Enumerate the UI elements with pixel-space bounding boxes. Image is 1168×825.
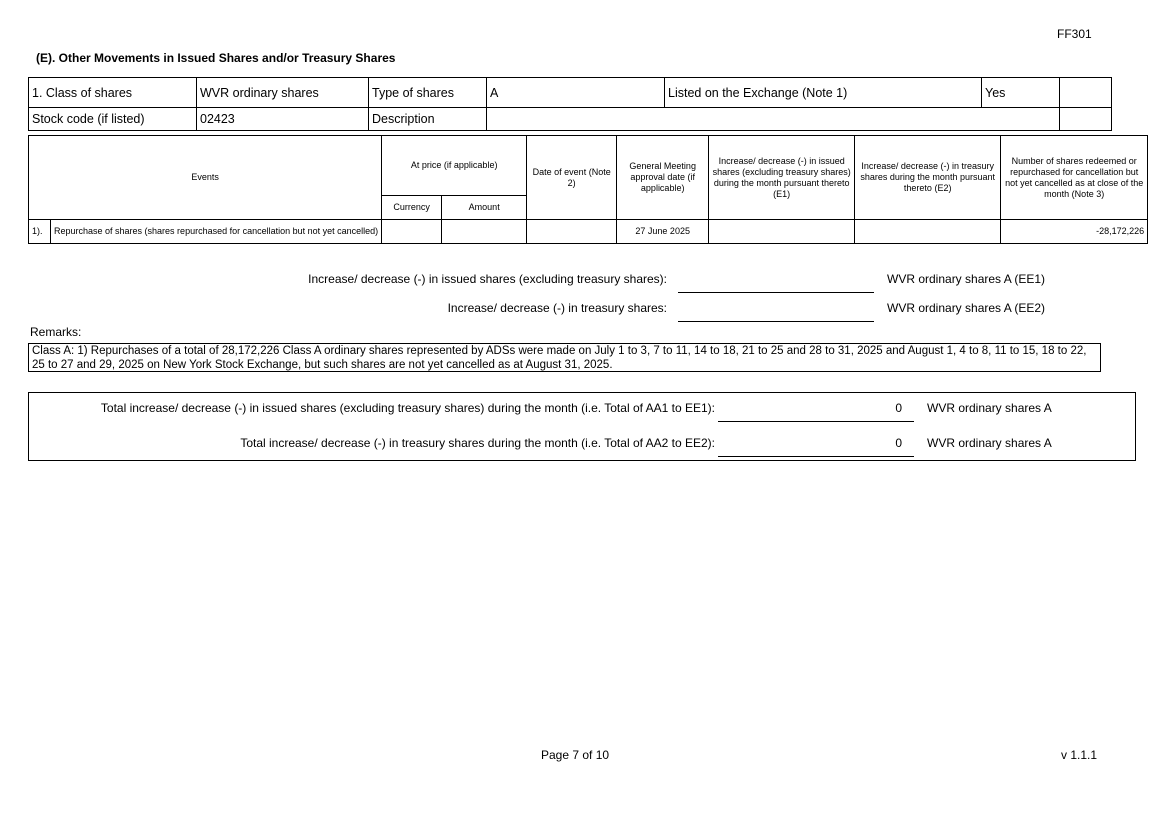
row-redeemed: -28,172,226 bbox=[1001, 220, 1148, 244]
total-treasury-line bbox=[718, 455, 914, 457]
header-events: Events bbox=[29, 136, 382, 220]
summary-treasury-label: Increase/ decrease (-) in treasury shares: bbox=[447, 301, 667, 315]
page-number: Page 7 of 10 bbox=[541, 748, 610, 762]
total-issued-line bbox=[718, 420, 914, 422]
stock-code-label: Stock code (if listed) bbox=[29, 108, 197, 131]
row-currency bbox=[382, 220, 442, 244]
description-extra-cell bbox=[1060, 108, 1112, 131]
share-info-table bbox=[28, 77, 1112, 131]
class-value: WVR ordinary shares bbox=[197, 78, 369, 108]
total-treasury-unit: WVR ordinary shares A bbox=[927, 436, 1052, 450]
header-amount: Amount bbox=[442, 196, 527, 220]
description-value bbox=[487, 108, 1060, 131]
type-value: A bbox=[487, 78, 665, 108]
summary-issued-unit: WVR ordinary shares A (EE1) bbox=[887, 272, 1046, 286]
total-treasury-value: 0 bbox=[895, 436, 902, 450]
table-row bbox=[29, 220, 1148, 244]
total-issued-label: Total increase/ decrease (-) in issued shares (excluding treasury shares) during the month (i.e. Total of AA1 to EE1): bbox=[100, 401, 715, 415]
row-gm-approval: 27 June 2025 bbox=[617, 220, 709, 244]
class-label: 1. Class of shares bbox=[29, 78, 197, 108]
header-at-price: At price (if applicable) bbox=[382, 136, 527, 196]
listed-value: Yes bbox=[982, 78, 1060, 108]
total-issued-value: 0 bbox=[895, 401, 902, 415]
header-increase-treasury: Increase/ decrease (-) in treasury shares during the month pursuant thereto (E2) bbox=[855, 136, 1001, 220]
header-currency: Currency bbox=[382, 196, 442, 220]
listed-label: Listed on the Exchange (Note 1) bbox=[665, 78, 982, 108]
listed-extra-cell bbox=[1060, 78, 1112, 108]
form-code: FF301 bbox=[1057, 27, 1092, 41]
row-date-of-event bbox=[527, 220, 617, 244]
remarks-label: Remarks: bbox=[30, 325, 82, 339]
total-issued-unit: WVR ordinary shares A bbox=[927, 401, 1052, 415]
total-treasury-label: Total increase/ decrease (-) in treasury shares during the month (i.e. Total of AA2 to EE2): bbox=[240, 436, 715, 450]
events-table bbox=[28, 135, 1148, 244]
row-increase-treasury bbox=[855, 220, 1001, 244]
summary-issued-label: Increase/ decrease (-) in issued shares (excluding treasury shares): bbox=[308, 272, 667, 286]
header-increase-issued: Increase/ decrease (-) in issued shares (excluding treasury shares) during the month pursuant thereto (E1) bbox=[709, 136, 855, 220]
version-label: v 1.1.1 bbox=[1061, 748, 1098, 762]
type-label: Type of shares bbox=[369, 78, 487, 108]
row-event: Repurchase of shares (shares repurchased for cancellation but not yet cancelled) bbox=[51, 220, 382, 244]
summary-treasury-line bbox=[678, 320, 874, 322]
row-number: 1). bbox=[29, 220, 51, 244]
header-redeemed: Number of shares redeemed or repurchased for cancellation but not yet cancelled as at close of the month (Note 3) bbox=[1001, 136, 1148, 220]
summary-treasury-unit: WVR ordinary shares A (EE2) bbox=[887, 301, 1046, 315]
row-amount bbox=[442, 220, 527, 244]
header-gm-approval: General Meeting approval date (if applicable) bbox=[617, 136, 709, 220]
summary-issued-line bbox=[678, 291, 874, 293]
row-increase-issued bbox=[709, 220, 855, 244]
section-title: (E). Other Movements in Issued Shares and/or Treasury Shares bbox=[36, 51, 396, 65]
remarks-text: Class A: 1) Repurchases of a total of 28,172,226 Class A ordinary shares represented by ADSs were made on July 1 to 3, 7 to 11, 14 to 18, 21 to 25 and 28 to 31, 2025 and August 1, 4 to 8, 11 to 15, 18 to 22, 25 to 27 and 29, 2025 on New York Stock Exchange, but such shares are not yet cancelled as at August 31, 2025. bbox=[28, 343, 1101, 372]
header-date-of-event: Date of event (Note 2) bbox=[527, 136, 617, 220]
description-label: Description bbox=[369, 108, 487, 131]
stock-code-value: 02423 bbox=[197, 108, 369, 131]
